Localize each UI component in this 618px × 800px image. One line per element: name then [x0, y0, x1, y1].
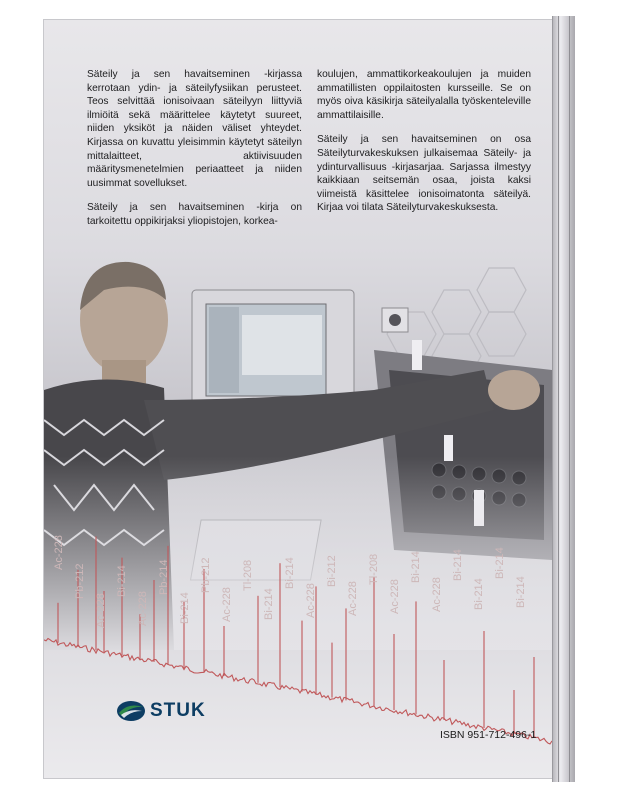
isbn-number: ISBN 951-712-496-1 — [440, 729, 537, 741]
stuk-swoosh-icon — [116, 700, 146, 722]
spectrum-peak-label: Bi-214 — [116, 565, 128, 597]
description-left-column — [87, 68, 302, 240]
spectrum-peak-label: Bi-214 — [473, 578, 485, 610]
spectrum-peak-label: Bi-214 — [284, 557, 296, 589]
spectrum-peak-label: Ac-228 — [95, 593, 107, 628]
spectrum-peak-label: Ac-228 — [347, 581, 359, 616]
publisher-logo — [116, 700, 206, 722]
spectrum-peak-label: Bi-214 — [263, 588, 275, 620]
description-paragraph: Säteily ja sen havaitseminen -kirjassa kerrotaan ydin- ja säteilyfysiikan perusteet. Teos selvittää ionisoivaan säteilyyn liittyviä ilmiöitä sekä määrittelee käytetyt suureet, niiden yksiköt ja näiden väliset yhteydet. Kirjassa on kuvattu yleisimmin käytetyt säteilyn mittalaitteet, aktiivisuuden määritysmenetelmien periaatteet ja niiden uusimmat sovellukset. — [87, 69, 302, 189]
spectrum-peak-label: Ac-228 — [53, 535, 65, 570]
spectrum-peak-label: Bi-214 — [494, 547, 506, 579]
gamma-spectrum-overlay — [44, 450, 552, 770]
spectrum-peak-label: Tl-208 — [368, 553, 380, 585]
spectrum-peak-label: Ac-228 — [221, 587, 233, 622]
spectrum-peak-label: Ac-228 — [431, 577, 443, 612]
spectrum-peak-label: Bi-214 — [410, 551, 422, 583]
description-paragraph: Säteily ja sen havaitseminen on osa Säteilyturvakeskuksen julkaisemaa Säteily- ja ydinturvallisuus -kirjasarjaa. Sarjassa ilmestyy kaikkiaan seitsemän osaa, joista kaksi viimeistä käsittelee ionisoimatonta säteilyä. Kirjaa voi tilata Säteilyturvakeskuksesta. — [317, 134, 531, 214]
spectrum-peak-label: Pb-214 — [158, 559, 170, 595]
description-paragraph: koulujen, ammattikorkeakoulujen ja muiden ammatillisten oppilaitosten kursseille. Se on myös oiva käsikirja säteilyalalla työskenteleville ammattilaisille. — [317, 69, 531, 121]
spectrum-peak-label: Bi-212 — [326, 555, 338, 587]
back-cover — [44, 20, 552, 778]
spectrum-peak-label: Bi-214 — [515, 576, 527, 608]
stuk-logo-text: STUK — [150, 700, 206, 721]
book-spine — [552, 16, 575, 782]
spectrum-peak-label: Ac-228 — [137, 591, 149, 626]
spectrum-peak-label: Bi-214 — [179, 592, 191, 624]
spectrum-peak-label: Tl-208 — [242, 559, 254, 591]
description-right-column — [317, 68, 531, 226]
description-paragraph: Säteily ja sen havaitseminen -kirja on tarkoitettu oppikirjaksi yliopistojen, korkea- — [87, 202, 302, 227]
spectrum-peak-label: Ac-228 — [389, 579, 401, 614]
spectrum-peak-label: Bi-214 — [452, 549, 464, 581]
spectrum-peak-label: Pb-212 — [200, 557, 212, 593]
spectrum-peak-label: Ac-228 — [305, 583, 317, 618]
spectrum-peak-label: Pb-212 — [74, 563, 86, 599]
